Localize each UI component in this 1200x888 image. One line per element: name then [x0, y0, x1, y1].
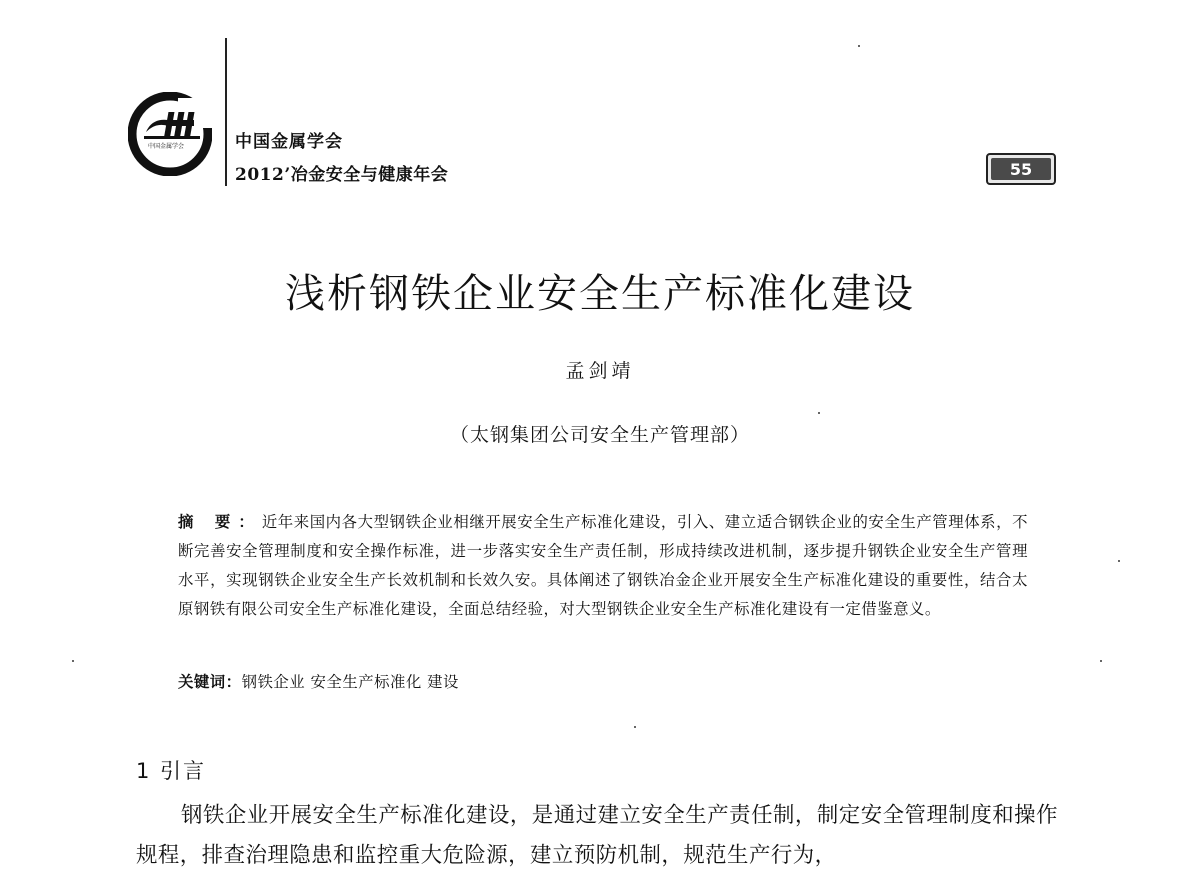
- society-logo-icon: [128, 92, 212, 176]
- section-body-text: 钢铁企业开展安全生产标准化建设，是通过建立安全生产责任制，制定安全管理制度和操作规程，排查治理隐患和监控重大危险源，建立预防机制，规范生产行为，: [136, 803, 1058, 868]
- page-number-badge: [986, 153, 1056, 185]
- scan-speck: [72, 660, 74, 662]
- paper-author: 孟剑靖: [565, 360, 635, 382]
- scan-speck: [634, 726, 636, 728]
- keywords-label: 关键词：: [178, 673, 242, 691]
- organization-name: 中国金属学会: [235, 132, 343, 152]
- abstract-text: 近年来国内各大型钢铁企业相继开展安全生产标准化建设，引入、建立适合钢铁企业的安全生产管理体系，不断完善安全管理制度和安全操作标准，进一步落实安全生产责任制，形成持续改进机制，逐步提升钢铁企业安全生产管理水平，实现钢铁企业安全生产长效机制和长效久安。具体阐述了钢铁冶金企业开展安全生产标准化建设的重要性，结合太原钢铁有限公司安全生产标准化建设，全面总结经验，对大型钢铁企业安全生产标准化建设有一定借鉴意义。: [178, 513, 1028, 618]
- scan-speck: [1118, 560, 1120, 562]
- page-number: 55: [991, 158, 1051, 180]
- keywords-text: 钢铁企业 安全生产标准化 建设: [241, 673, 459, 691]
- keywords-line: [178, 668, 1028, 697]
- scan-speck: [818, 412, 820, 414]
- scan-speck: [1100, 660, 1102, 662]
- section-heading: 1 引言: [136, 759, 207, 783]
- paper-affiliation: （太钢集团公司安全生产管理部）: [449, 424, 750, 446]
- scan-speck: [858, 45, 860, 47]
- abstract-label: 摘 要：: [178, 513, 262, 531]
- header-divider: [225, 38, 227, 186]
- abstract-paragraph: [178, 508, 1028, 624]
- logo-text: 中国金属学会: [148, 143, 185, 150]
- conference-name: 2012’冶金安全与健康年会: [235, 165, 449, 185]
- paper-title: 浅析钢铁企业安全生产标准化建设: [285, 271, 915, 317]
